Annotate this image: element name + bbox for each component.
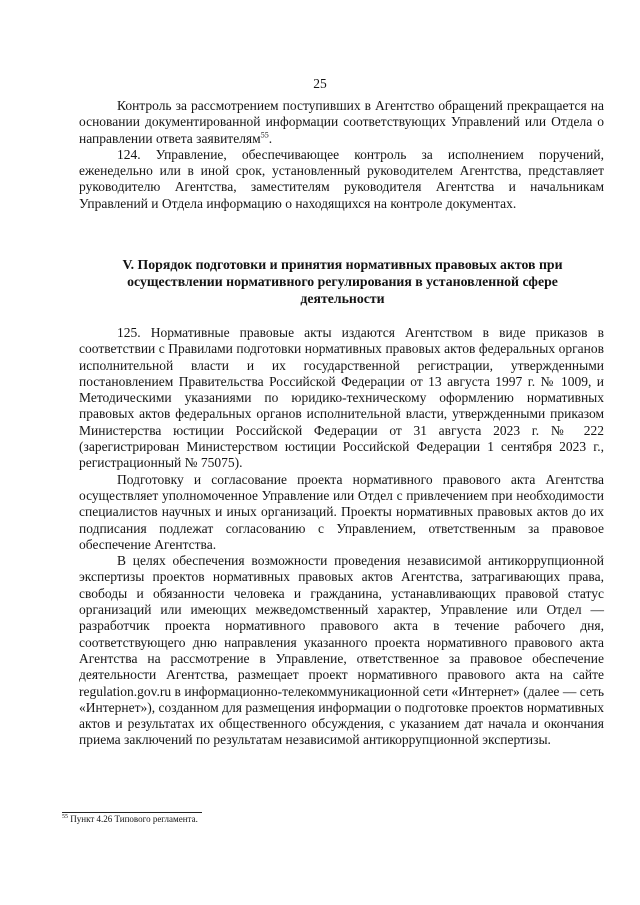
paragraph-drafting: Подготовку и согласование проекта нормативного правового акта Агентства осуществляет уполномоченное Управление или Отдел с привлечением при необходимости специалистов научных и иных организаций. Проекты нормативных правовых актов до их подписания подлежат согласованию с Управлением, ответственным за правовое обеспечение Агентства. bbox=[79, 471, 604, 552]
footnote-number: 55 bbox=[62, 814, 68, 820]
paragraph-anticorruption: В целях обеспечения возможности проведения независимой антикоррупционной экспертизы проектов нормативных правовых актов Агентства, затрагивающих права, свободы и обязанности человека и гражданина, устанавливающих правовой статус организаций или имеющих межведомственный характер, Управление или Отдел — разработчик проекта нормативного правового акта в течение рабочего дня, соответствующего дню направления указанного проекта нормативного правового акта Агентства на рассмотрение в Управление, ответственное за правовое обеспечение деятельности Агентства, размещает проект нормативного правового акта на сайте regulation.gov.ru в информационно-телекоммуникационной сети «Интернет» (далее — сеть «Интернет»), созданном для размещения информации о подготовке проектов нормативных актов и результатах их общественного обсуждения, с указанием дат начала и окончания приема заключений по результатам независимой антикоррупционной экспертизы. bbox=[79, 553, 604, 748]
footnote-divider bbox=[62, 812, 202, 813]
footnote-reference: 55 bbox=[260, 130, 269, 140]
paragraph-124: 124. Управление, обеспечивающее контроль за исполнением поручений, еженедельно или в иной срок, установленный руководителем Агентства, представляет руководителю Агентства, заместителям руководителя Агентства и начальникам Управлений и Отдела информацию о находящихся на контроле документах. bbox=[79, 146, 604, 211]
section-heading: V. Порядок подготовки и принятия нормативных правовых актов при осуществлении нормативного регулирования в установленной сфере деятельности bbox=[122, 257, 563, 306]
page-number: 25 bbox=[313, 76, 327, 91]
footnote-text: Пункт 4.26 Типового регламента. bbox=[70, 814, 198, 824]
top-text-block bbox=[79, 98, 604, 212]
paragraph-125: 125. Нормативные правовые акты издаются Агентством в виде приказов в соответствии с Правилами подготовки нормативных правовых актов федеральных органов исполнительной власти и их государственной регистрации, утвержденными постановлением Правительства Российской Федерации от 13 августа 1997 г. № 1009, и Методическими указаниями по юридико-техническому оформлению нормативных правовых актов федеральных органов исполнительной власти, утвержденными приказом Министерства юстиции Российской Федерации от 31 августа 2023 г. № 222 (зарегистрирован Министерством юстиции Российской Федерации 1 сентября 2023 г., регистрационный № 75075). bbox=[79, 325, 604, 471]
section-text-block bbox=[79, 325, 604, 749]
footnote bbox=[62, 814, 602, 825]
paragraph-control-closure: Контроль за рассмотрением поступивших в Агентство обращений прекращается на основании документированной информации соответствующих Управлений или Отдела о направлении ответа заявителям$^{55}$. bbox=[79, 98, 604, 146]
